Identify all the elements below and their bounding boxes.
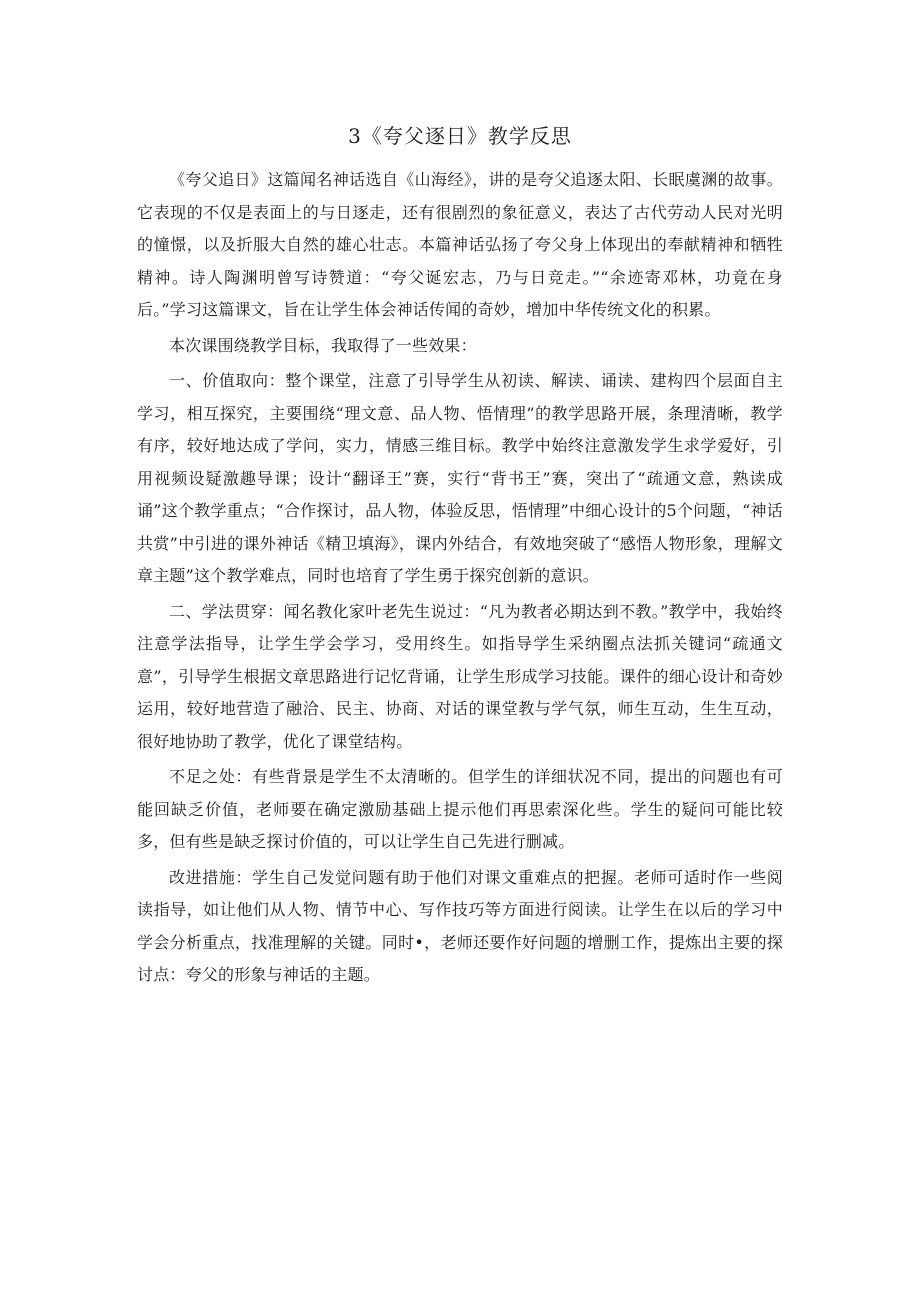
document-body (137, 164, 783, 995)
paragraph-intro: 《夸父追日》这篇闻名神话选自《山海经》，讲的是夸父追逐太阳、长眠虞渊的故事。它表现的不仅是表面上的与日逐走，还有很剧烈的象征意义，表达了古代劳动人民对光明的憧憬，以及折服大自然的雄心壮志。本篇神话弘扬了夸父身上体现出的奉献精神和牺牲精神。诗人陶渊明曾写诗赞道：“夸父诞宏志，乃与日竞走。”“余迹寄邓林，功竟在身后。”学习这篇课文，旨在让学生体会神话传闻的奇妙，增加中华传统文化的积累。 (137, 170, 783, 319)
paragraph-shortcomings: 不足之处：有些背景是学生不太清晰的。但学生的详细状况不同，提出的问题也有可能回缺乏价值，老师要在确定激励基础上提示他们再思索深化些。学生的疑问可能比较多，但有些是缺乏探讨价值的，可以让学生自己先进行删减。 (137, 767, 783, 851)
document-title: 3《夸父逐日》教学反思 (348, 124, 572, 148)
paragraph-improvements: 改进措施：学生自己发觉问题有助于他们对课文重难点的把握。老师可适时作一些阅读指导，如让他们从人物、情节中心、写作技巧等方面进行阅读。让学生在以后的学习中学会分析重点，找准理解的关键。同时•，老师还要作好问题的增删工作，提炼出主要的探讨点：夸父的形象与神话的主题。 (137, 867, 783, 984)
paragraph-effects-lead: 本次课围绕教学目标，我取得了一些效果： (169, 335, 477, 355)
paragraph-study-method: 二、学法贯穿：闻名教化家叶老先生说过：“凡为教者必期达到不教。”教学中，我始终注意学法指导，让学生学会学习，受用终生。如指导学生采纳圈点法抓关键词“疏通文意”，引导学生根据文章思路进行记忆背诵，让学生形成学习技能。课件的细心设计和奇妙运用，较好地营造了融洽、民主、协商、对话的课堂教与学气氛，师生互动，生生互动，很好地协助了教学，优化了课堂结构。 (137, 601, 783, 751)
paragraph-value-orientation: 一、价值取向：整个课堂，注意了引导学生从初读、解读、诵读、建构四个层面自主学习，相互探究，主要围绕“理文意、品人物、悟情理”的教学思路开展，条理清晰，教学有序，较好地达成了学问，实力，情感三维目标。教学中始终注意激发学生求学爱好，引用视频设疑激趣导课；设计“翻译王”赛，实行“背书王”赛，突出了“疏通文意，熟读成诵”这个教学重点；“合作探讨，品人物，体验反思，悟情理”中细心设计的5个问题，“神话共赏”中引进的课外神话《精卫填海》，课内外结合，有效地突破了“感悟人物形象，理解文章主题”这个教学难点，同时也培育了学生勇于探究创新的意识。 (137, 371, 783, 585)
